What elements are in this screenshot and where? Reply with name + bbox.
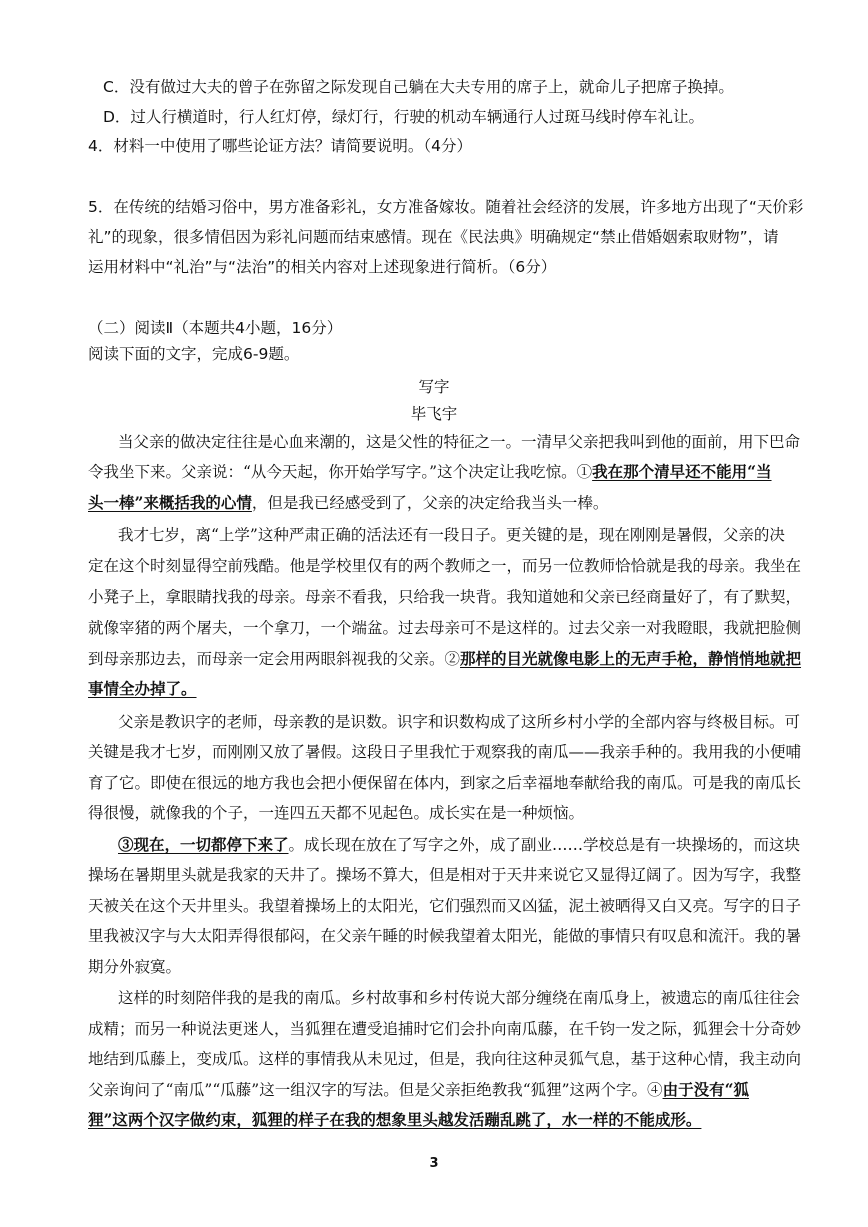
q3-option-d: D．过人行横道时，行人红灯停，绿灯行，行驶的机动车辆通行人过斑马线时停车礼让。: [103, 108, 704, 126]
underlined-sentence-2: 那样的目光就像电影上的无声手枪，静悄悄地就把: [460, 649, 802, 668]
paragraph-2-line-4: 就像宰猪的两个屠夫，一个拿刀，一个端盆。过去母亲可不是这样的。过去父亲一对我瞪眼，我就把脸侧: [88, 619, 802, 637]
paragraph-3-line-4: 得很慢，就像我的个子，一连四五天都不见起色。成长实在是一种烦恼。: [88, 804, 585, 822]
underlined-sentence-3: ③现在，一切都停下来了: [118, 835, 289, 854]
paragraph-3-line-2: 关键是我才七岁，而刚刚又放了暑假。这段日子里我忙于观察我的南瓜——我亲手种的。我用我的小便哺: [88, 743, 802, 761]
paragraph-1-line-1: 当父亲的做决定往往是心血来潮的，这是父性的特征之一。一清早父亲把我叫到他的面前，用下巴命: [118, 433, 801, 451]
paragraph-2-line-1: 我才七岁，离“上学”这种严肃正确的活法还有一段日子。更关键的是，现在刚刚是暑假，父亲的决: [118, 526, 785, 544]
underlined-sentence-2-cont: 事情全办掉了。: [88, 679, 197, 698]
question-5-line-2: 礼”的现象，很多情侣因为彩礼问题而结束感情。现在《民法典》明确规定“禁止借婚姻索取财物”，请: [88, 228, 779, 246]
paragraph-2-line-5: 到母亲那边去，而母亲一定会用两眼斜视我的父亲。②那样的目光就像电影上的无声手枪，静悄悄地就把: [88, 649, 802, 668]
paragraph-4-line-5: 期分外寂寞。: [88, 958, 182, 976]
paragraph-2-line-2: 定在这个时刻显得空前残酷。他是学校里仅有的两个教师之一，而另一位教师恰恰就是我的母亲。我坐在: [88, 557, 802, 575]
underlined-sentence-4: 由于没有“狐: [662, 1080, 749, 1099]
question-5-line-1: 5．在传统的结婚习俗中，男方准备彩礼，女方准备嫁妆。随着社会经济的发展，许多地方出现了“天价彩: [88, 198, 804, 216]
question-5-line-3: 运用材料中“礼治”与“法治”的相关内容对上述现象进行简析。（6分）: [88, 258, 557, 276]
paragraph-4-line-3: 天被关在这个天井里头。我望着操场上的太阳光，它们强烈而又凶猛，泥土被晒得又白又亮。写字的日子: [88, 897, 802, 915]
paragraph-5-line-3: 地结到瓜藤上，变成瓜。这样的事情我从未见过，但是，我向往这种灵狐气息，基于这种心情，我主动向: [88, 1050, 802, 1068]
paragraph-2-line-6: [88, 679, 197, 699]
underlined-sentence-1: 我在那个清早还不能用“当: [592, 462, 772, 481]
paragraph-4-line-1: ③现在，一切都停下来了。成长现在放在了写字之外，成了副业……学校总是有一块操场的，而这块: [118, 835, 801, 854]
underlined-sentence-4-cont: 狸”这两个汉字做约束，狐狸的样子在我的想象里头越发活蹦乱跳了，水一样的不能成形。: [88, 1110, 702, 1129]
paragraph-4-line-2: 操场在暑期里头就是我家的天井了。操场不算大，但是相对于天井来说它又显得辽阔了。因为写字，我整: [88, 866, 802, 884]
section-header: （二）阅读Ⅱ（本题共4小题，16分）: [88, 319, 343, 337]
section-instruction: 阅读下面的文字，完成6-9题。: [88, 345, 300, 363]
paragraph-1-line-3: 头一棒”来概括我的心情，但是我已经感受到了，父亲的决定给我当头一棒。: [88, 493, 609, 512]
q3-option-c: C．没有做过大夫的曾子在弥留之际发现自己躺在大夫专用的席子上，就命儿子把席子换掉。: [103, 78, 734, 96]
paragraph-2-line-3: 小凳子上，拿眼睛找我的母亲。母亲不看我，只给我一块背。我知道她和父亲已经商量好了，有了默契，: [88, 588, 802, 606]
question-4: 4．材料一中使用了哪些论证方法？请简要说明。（4分）: [88, 137, 472, 155]
paragraph-5-line-5: [88, 1110, 701, 1130]
paragraph-5-line-1: 这样的时刻陪伴我的是我的南瓜。乡村故事和乡村传说大部分缠绕在南瓜身上，被遗忘的南瓜往往会: [118, 989, 801, 1007]
paragraph-4-line-4: 里我被汉字与大太阳弄得很郁闷，在父亲午睡的时候我望着太阳光，能做的事情只有叹息和流汗。我的暑: [88, 927, 802, 945]
paragraph-3-line-3: 育了它。即使在很远的地方我也会把小便保留在体内，到家之后幸福地奉献给我的南瓜。可是我的南瓜长: [88, 774, 802, 792]
article-author: 毕飞宇: [410, 405, 458, 423]
article-title: 写字: [418, 378, 450, 396]
paragraph-5-line-2: 成精；而另一种说法更迷人，当狐狸在遭受追捕时它们会扑向南瓜藤，在千钧一发之际，狐狸会十分奇妙: [88, 1020, 802, 1038]
paragraph-3-line-1: 父亲是教识字的老师，母亲教的是识数。识字和识数构成了这所乡村小学的全部内容与终极目标。可: [118, 713, 801, 731]
paragraph-1-line-2: 令我坐下来。父亲说：“从今天起，你开始学写字。”这个决定让我吃惊。①我在那个清早还不能用“当: [88, 462, 772, 481]
page-number: 3: [429, 1156, 439, 1171]
paragraph-5-line-4: 父亲询问了“南瓜”“瓜藤”这一组汉字的写法。但是父亲拒绝教我“狐狸”这两个字。④由于没有“狐: [88, 1080, 749, 1099]
underlined-sentence-1-cont: 头一棒”来概括我的心情: [88, 493, 252, 512]
